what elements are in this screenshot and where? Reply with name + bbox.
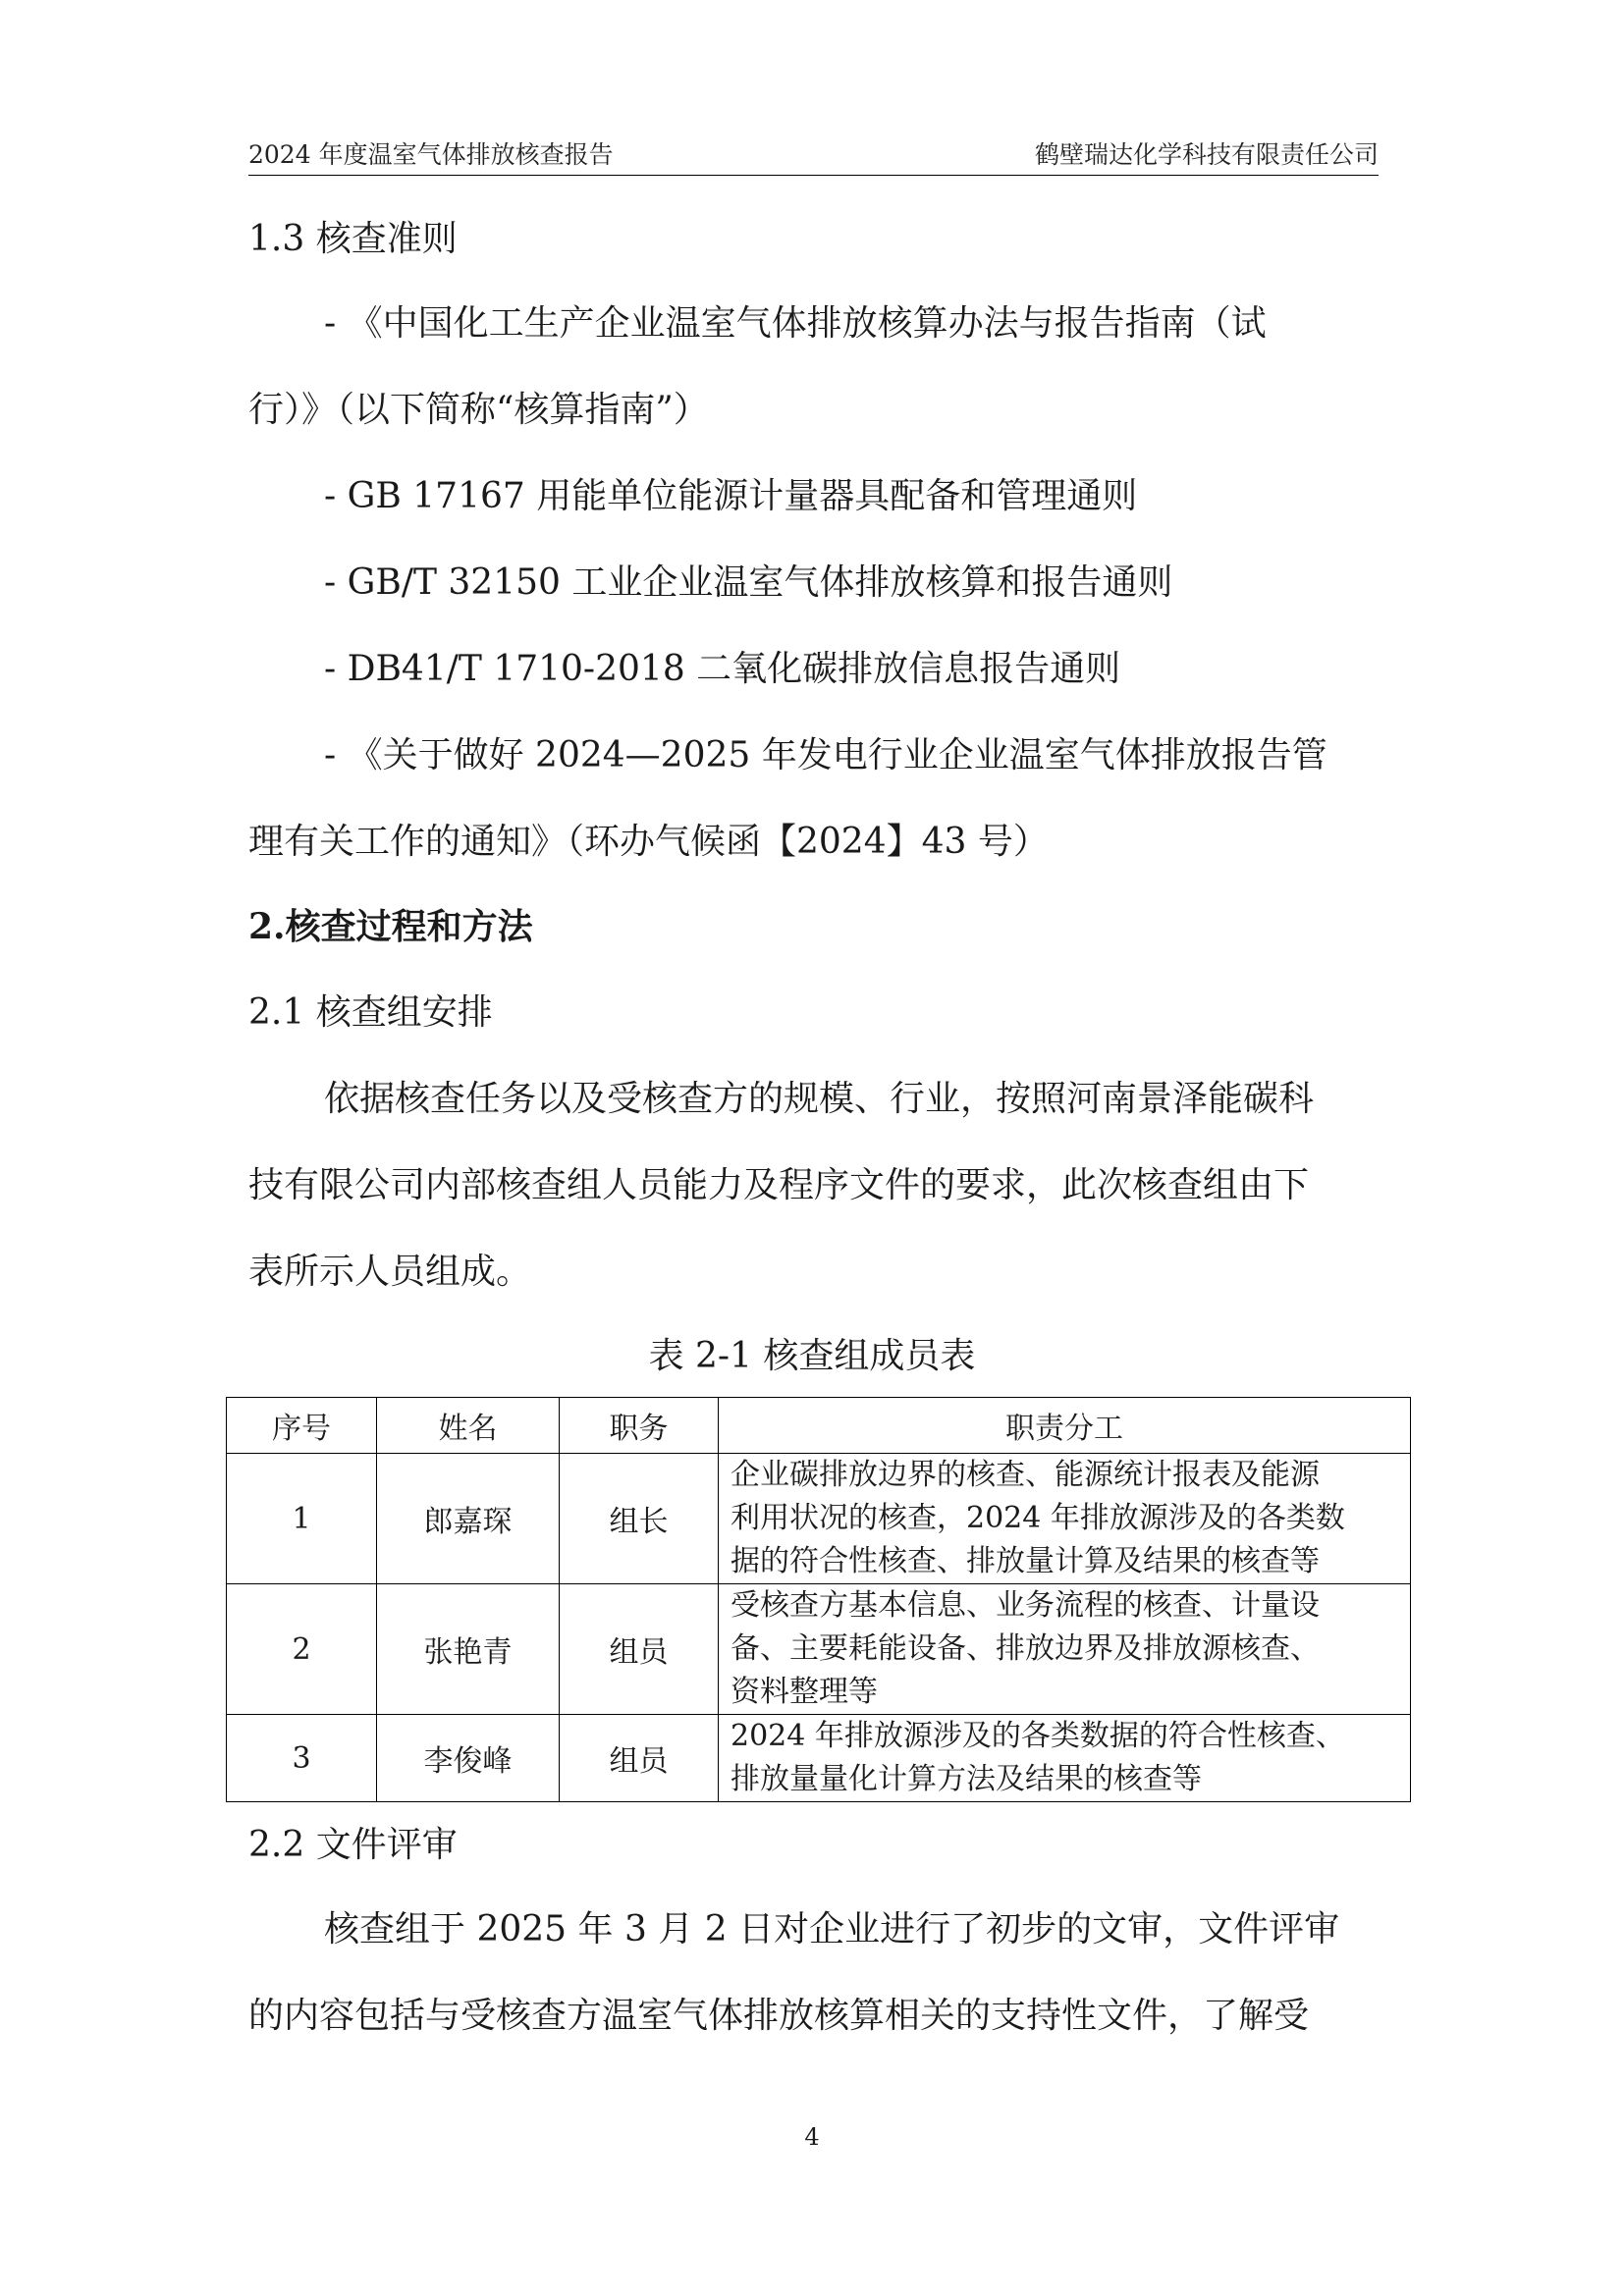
cell-name: 李俊峰 bbox=[377, 1715, 560, 1802]
cell-duty bbox=[719, 1715, 1411, 1802]
cell-name: 郎嘉琛 bbox=[377, 1454, 560, 1584]
section-2-2-para-line-2: 的内容包括与受核查方温室气体排放核算相关的支持性文件，了解受 bbox=[248, 1996, 1310, 2036]
column-header-duty: 职责分工 bbox=[719, 1398, 1411, 1454]
header-divider bbox=[248, 175, 1379, 176]
cell-role: 组员 bbox=[560, 1584, 719, 1715]
page-header bbox=[248, 135, 1379, 169]
cell-duty bbox=[719, 1584, 1411, 1715]
criteria-item-2: - GB 17167 用能单位能源计量器具配备和管理通则 bbox=[324, 476, 1138, 516]
column-header-role: 职务 bbox=[560, 1398, 719, 1454]
section-2-2-para-line-1: 核查组于 2025 年 3 月 2 日对企业进行了初步的文审，文件评审 bbox=[324, 1909, 1340, 1949]
cell-no: 1 bbox=[227, 1454, 377, 1584]
header-report-title: 2024 年度温室气体排放核查报告 bbox=[248, 140, 614, 169]
cell-no: 2 bbox=[227, 1584, 377, 1715]
cell-role: 组员 bbox=[560, 1715, 719, 1802]
section-2-2-heading: 2.2 文件评审 bbox=[248, 1825, 458, 1865]
duty-line: 排放量量化计算方法及结果的核查等 bbox=[731, 1762, 1202, 1796]
duty-line: 受核查方基本信息、业务流程的核查、计量设 bbox=[731, 1588, 1320, 1623]
section-1-3-heading: 1.3 核查准则 bbox=[248, 219, 458, 259]
criteria-item-4: - DB41/T 1710-2018 二氧化碳排放信息报告通则 bbox=[324, 649, 1121, 689]
header-company-name: 鹤壁瑞达化学科技有限责任公司 bbox=[1034, 140, 1379, 169]
column-header-name: 姓名 bbox=[377, 1398, 560, 1454]
section-2-1-heading: 2.1 核查组安排 bbox=[248, 992, 493, 1033]
column-header-no: 序号 bbox=[227, 1398, 377, 1454]
criteria-item-5-line-2: 理有关工作的通知》（环办气候函【2024】43 号） bbox=[248, 822, 1049, 862]
section-2-1-para-line-3: 表所示人员组成。 bbox=[248, 1252, 532, 1292]
page-number: 4 bbox=[804, 2123, 820, 2151]
criteria-item-1-line-2: 行）》（以下简称“核算指南”） bbox=[248, 390, 709, 430]
verification-team-table bbox=[226, 1397, 1411, 1802]
duty-line: 备、主要耗能设备、排放边界及排放源核查、 bbox=[731, 1631, 1320, 1666]
section-2-heading: 2.核查过程和方法 bbox=[248, 906, 533, 947]
table-row bbox=[227, 1584, 1411, 1715]
criteria-item-1-line-1: - 《中国化工生产企业温室气体排放核算办法与报告指南（试 bbox=[324, 303, 1267, 344]
section-2-1-para-line-2: 技有限公司内部核查组人员能力及程序文件的要求，此次核查组由下 bbox=[248, 1165, 1310, 1205]
table-row bbox=[227, 1715, 1411, 1802]
cell-role: 组长 bbox=[560, 1454, 719, 1584]
duty-line: 利用状况的核查，2024 年排放源涉及的各类数 bbox=[731, 1501, 1345, 1535]
criteria-item-5-line-1: - 《关于做好 2024—2025 年发电行业企业温室气体排放报告管 bbox=[324, 735, 1327, 775]
table-header-row bbox=[227, 1398, 1411, 1454]
table-row bbox=[227, 1454, 1411, 1584]
table-caption: 表 2-1 核查组成员表 bbox=[648, 1336, 976, 1376]
duty-line: 据的符合性核查、排放量计算及结果的核查等 bbox=[731, 1544, 1320, 1578]
criteria-item-3: - GB/T 32150 工业企业温室气体排放核算和报告通则 bbox=[324, 562, 1173, 603]
cell-name: 张艳青 bbox=[377, 1584, 560, 1715]
section-2-1-para-line-1: 依据核查任务以及受核查方的规模、行业，按照河南景泽能碳科 bbox=[324, 1079, 1315, 1119]
duty-line: 资料整理等 bbox=[731, 1675, 878, 1709]
duty-line: 2024 年排放源涉及的各类数据的符合性核查、 bbox=[731, 1719, 1345, 1753]
cell-no: 3 bbox=[227, 1715, 377, 1802]
cell-duty bbox=[719, 1454, 1411, 1584]
duty-line: 企业碳排放边界的核查、能源统计报表及能源 bbox=[731, 1458, 1320, 1492]
